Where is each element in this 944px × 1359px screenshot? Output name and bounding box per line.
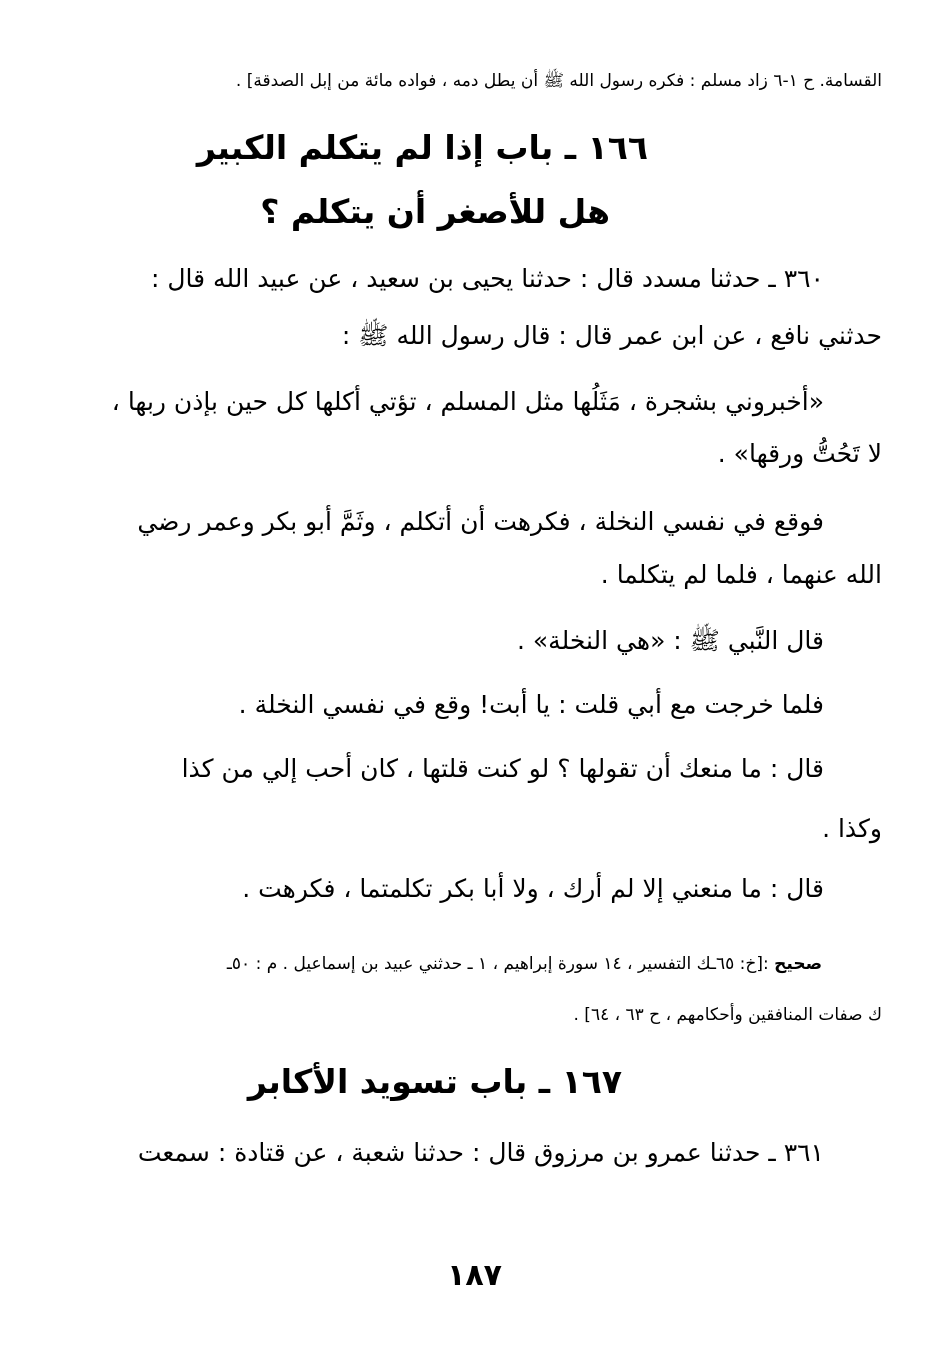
hadith-360-paragraph-1-line1: فوقع في نفسي النخلة ، فكرهت أن أتكلم ، وثَمَّ أبو بكر وعمر رضي [137, 507, 824, 536]
hadith-360-paragraph-3: فلما خرجت مع أبي قلت : يا أبت! وقع في نفسي النخلة . [238, 690, 824, 719]
hadith-360-paragraph-1-line2: الله عنهما ، فلما لم يتكلما . [600, 560, 882, 589]
takhrij-line2: ك صفات المنافقين وأحكامهم ، ح ٦٣ ، ٦٤] . [573, 1005, 882, 1025]
hadith-361-isnad-line1: ٣٦١ ـ حدثنا عمرو بن مرزوق قال : حدثنا شعبة ، عن قتادة : سمعت [137, 1138, 824, 1167]
chapter-167-title: ١٦٧ ـ باب تسويد الأكابر [247, 1062, 622, 1101]
chapter-166-title-line2: هل للأصغر أن يتكلم ؟ [260, 192, 610, 231]
hadith-360-paragraph-4-line2: وكذا . [822, 814, 882, 843]
hadith-360-isnad-line2: حدثني نافع ، عن ابن عمر قال : قال رسول الله ﷺ : [341, 321, 882, 350]
page-number: ١٨٧ [447, 1258, 502, 1293]
hadith-360-paragraph-2: قال النَّبي ﷺ : «هي النخلة» . [516, 626, 824, 655]
hadith-360-isnad-line1: ٣٦٠ ـ حدثنا مسدد قال : حدثنا يحيى بن سعيد ، عن عبيد الله قال : [151, 264, 824, 293]
hadith-360-paragraph-5: قال : ما منعني إلا لم أرك ، ولا أبا بكر تكلمتما ، فكرهت . [242, 874, 824, 903]
hadith-360-quote-line2: لا تَحُتُّ ورقها» . [717, 439, 882, 468]
hadith-360-paragraph-4-line1: قال : ما منعك أن تقولها ؟ لو كنت قلتها ، كان أحب إلي من كذا [181, 754, 824, 783]
takhrij-verdict: صحيح [774, 954, 822, 974]
chapter-166-title-line1: ١٦٦ ـ باب إذا لم يتكلم الكبير [196, 128, 648, 167]
hadith-360-quote-line1: «أخبروني بشجرة ، مَثَلُها مثل المسلم ، تؤتي أكلها كل حين بإذن ربها ، [111, 387, 824, 416]
takhrij-line1 [227, 954, 822, 974]
takhrij-sources: :[خ: ٦٥ـك التفسير ، ١٤ سورة إبراهيم ، ١ ـ حدثني عبيد بن إسماعيل . م : ٥٠ـ [226, 954, 775, 974]
top-footnote-continuation: القسامة. ح ١-٦ زاد مسلم : فكره رسول الله ﷺ أن يطل دمه ، فواده مائة من إبل الصدقة] . [235, 71, 882, 91]
